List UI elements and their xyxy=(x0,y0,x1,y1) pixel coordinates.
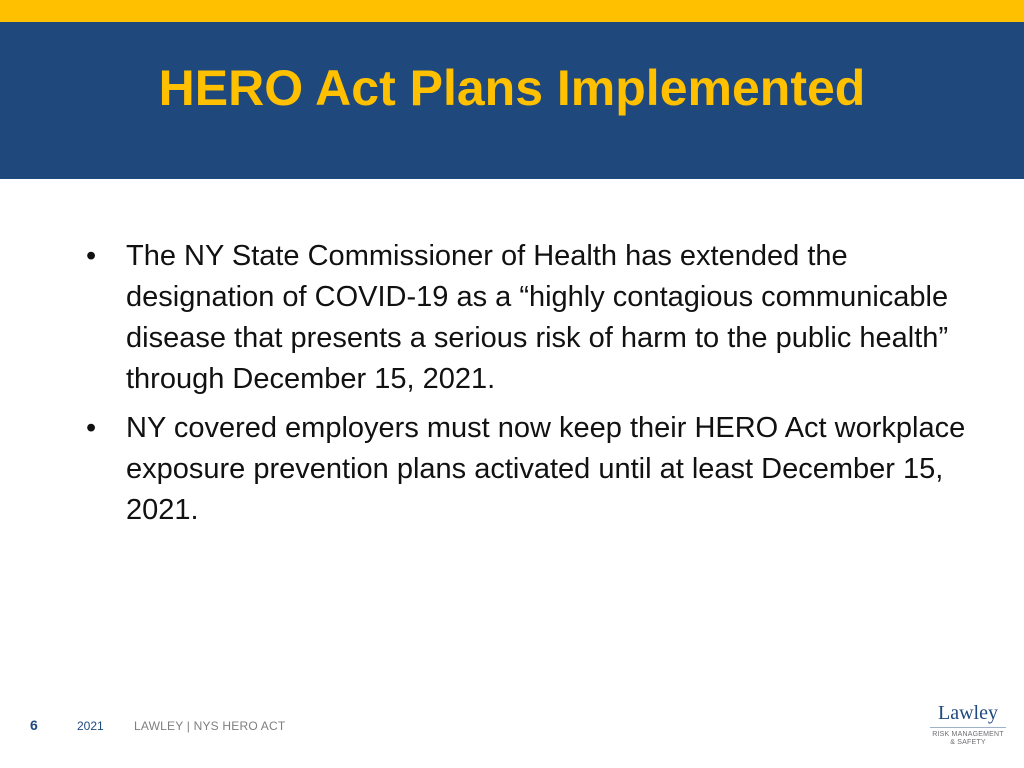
lawley-logo xyxy=(928,702,1008,752)
page-number: 6 xyxy=(30,717,38,733)
list-item xyxy=(86,408,966,531)
logo-subtitle-line1: RISK MANAGEMENT xyxy=(932,731,1004,738)
bullet-marker: • xyxy=(86,412,97,444)
slide-title: HERO Act Plans Implemented xyxy=(158,60,866,116)
logo-subtitle-line2: & SAFETY xyxy=(950,739,986,746)
footer-year: 2021 xyxy=(77,719,104,733)
logo-name: Lawley xyxy=(938,702,998,724)
bullet-marker: • xyxy=(86,240,97,272)
list-item xyxy=(86,236,966,400)
bullet-text: The NY State Commissioner of Health has extended the designation of COVID-19 as a “highly contagious communicable disease that presents a serious risk of harm to the public health” through December 15, 2021. xyxy=(126,240,949,395)
bullet-text: NY covered employers must now keep their HERO Act workplace exposure prevention plans activated until at least December 15, 2021. xyxy=(126,412,966,526)
top-accent-stripe xyxy=(0,0,1024,22)
bullet-list xyxy=(86,236,966,539)
footer-label: LAWLEY | NYS HERO ACT xyxy=(134,719,286,733)
logo-divider xyxy=(930,727,1006,728)
